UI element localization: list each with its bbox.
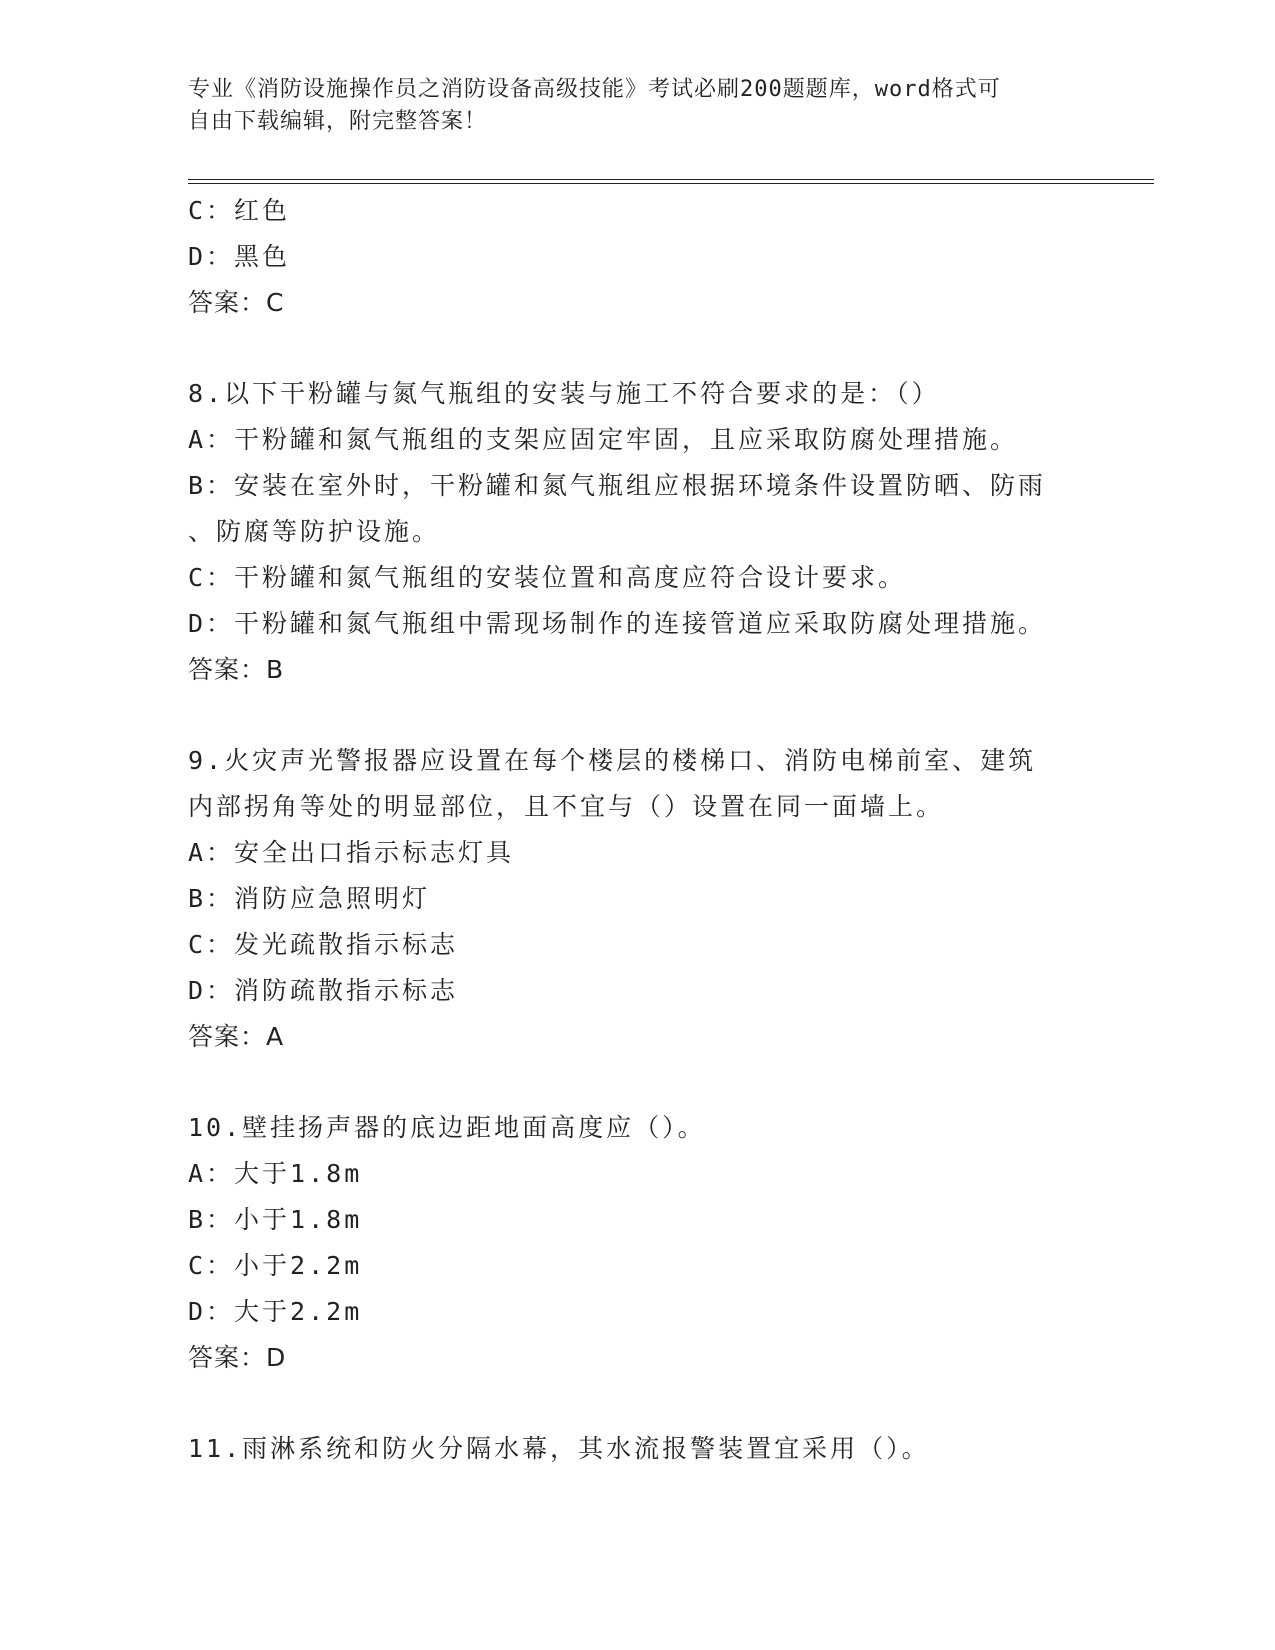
answer: 答案：D [188, 1343, 287, 1372]
option-d: D：大于2.2m [188, 1297, 363, 1326]
document-header [188, 74, 1068, 138]
question-text-line-1: 9.火灾声光警报器应设置在每个楼层的楼梯口、消防电梯前室、建筑 [188, 746, 1037, 775]
question-text: 11.雨淋系统和防火分隔水幕，其水流报警装置宜采用（）。 [188, 1434, 930, 1463]
question-text: 8.以下干粉罐与氮气瓶组的安装与施工不符合要求的是：（） [188, 379, 940, 408]
option-d: D：黑色 [188, 242, 291, 271]
option-d: D：干粉罐和氮气瓶组中需现场制作的连接管道应采取防腐处理措施。 [188, 609, 1047, 638]
option-d: D：消防疏散指示标志 [188, 976, 459, 1005]
answer: 答案：A [188, 1022, 285, 1051]
spacer [188, 1381, 1088, 1426]
question-8 [188, 371, 1088, 693]
option-c: C：发光疏散指示标志 [188, 930, 459, 959]
option-b: B：小于1.8m [188, 1205, 363, 1234]
question-9 [188, 738, 1088, 1060]
option-c: C：小于2.2m [188, 1251, 363, 1280]
header-divider [188, 179, 1154, 184]
spacer [188, 693, 1088, 738]
spacer [188, 326, 1088, 371]
question-text: 10.壁挂扬声器的底边距地面高度应（）。 [188, 1113, 706, 1142]
option-a: A：干粉罐和氮气瓶组的支架应固定牢固，且应采取防腐处理措施。 [188, 425, 1019, 454]
answer: 答案：B [188, 655, 285, 684]
option-c: C：红色 [188, 196, 291, 225]
option-a: A：大于1.8m [188, 1159, 363, 1188]
spacer [188, 1060, 1088, 1105]
answer: 答案：C [188, 288, 285, 317]
header-line-1: 专业《消防设施操作员之消防设备高级技能》考试必刷200题题库，word格式可 [188, 77, 1001, 102]
question-list [188, 188, 1088, 1472]
question-11 [188, 1426, 1088, 1472]
question-10 [188, 1105, 1088, 1381]
option-b-line-1: B：安装在室外时，干粉罐和氮气瓶组应根据环境条件设置防晒、防雨 [188, 471, 1047, 500]
option-b-line-2: 、防腐等防护设施。 [188, 517, 441, 546]
option-b: B：消防应急照明灯 [188, 884, 431, 913]
question-text-line-2: 内部拐角等处的明显部位，且不宜与（）设置在同一面墙上。 [188, 792, 945, 821]
question-7-tail [188, 188, 1088, 326]
option-c: C：干粉罐和氮气瓶组的安装位置和高度应符合设计要求。 [188, 563, 907, 592]
header-line-2: 自由下载编辑，附完整答案！ [188, 109, 488, 134]
option-a: A：安全出口指示标志灯具 [188, 838, 515, 867]
